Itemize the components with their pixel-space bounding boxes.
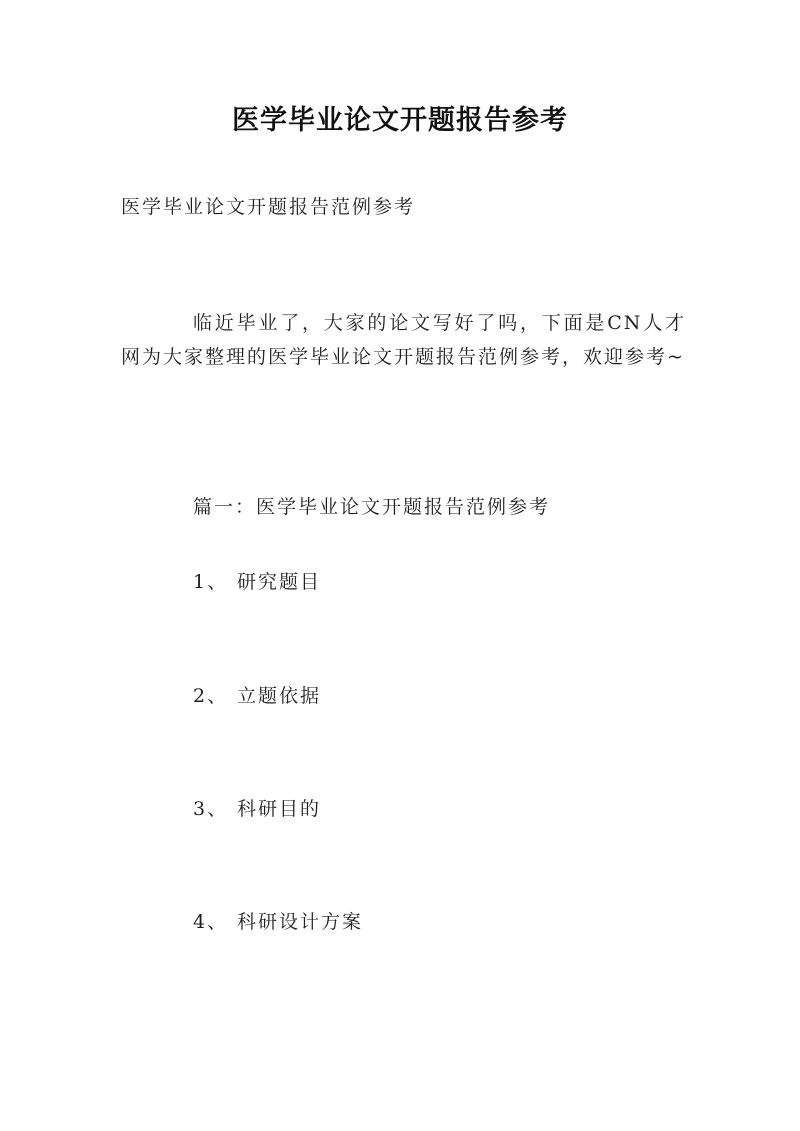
list-item-number: 4、 <box>193 911 229 933</box>
intro-paragraph: 临近毕业了，大家的论文写好了吗，下面是CN人才网为大家整理的医学毕业论文开题报告范例参考，欢迎参考~ <box>121 312 686 368</box>
list-item <box>193 794 321 821</box>
list-item-number: 1、 <box>193 571 229 593</box>
list-item-label: 立题依据 <box>237 685 322 707</box>
list-item-number: 2、 <box>193 685 229 707</box>
document-subtitle: 医学毕业论文开题报告范例参考 <box>121 196 416 218</box>
list-item <box>193 907 363 934</box>
list-item <box>193 681 321 708</box>
list-item <box>193 567 321 594</box>
list-item-label: 研究题目 <box>237 571 322 593</box>
document-title: 医学毕业论文开题报告参考 <box>232 105 568 136</box>
section-heading: 篇一：医学毕业论文开题报告范例参考 <box>193 496 551 518</box>
list-item-label: 科研设计方案 <box>237 911 364 933</box>
list-item-number: 3、 <box>193 798 229 820</box>
list-item-label: 科研目的 <box>237 798 322 820</box>
